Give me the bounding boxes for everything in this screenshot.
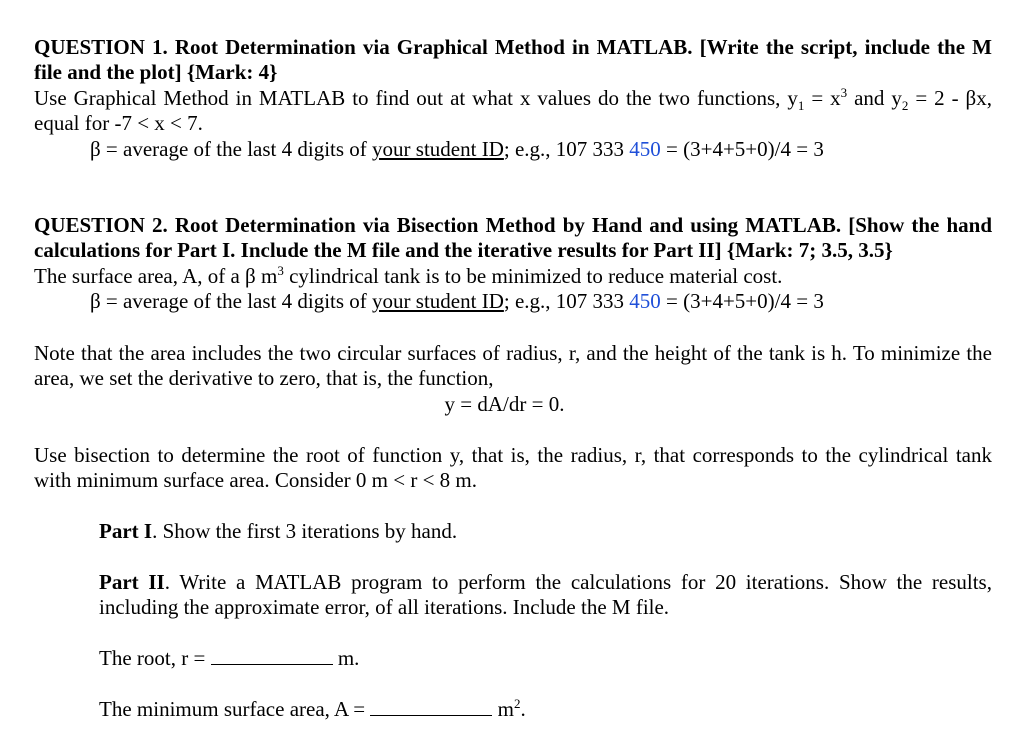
- q1-heading-line1: QUESTION 1. Root Determination via Graphical Method in MATLAB. [Write the script, include the M: [34, 35, 992, 59]
- q2-part2-line2: including the approximate error, of all iterations. Include the M file.: [99, 595, 670, 619]
- student-id-underline: your student ID: [372, 137, 504, 161]
- q2-tank-line: The surface area, A, of a β $m^3$ cylindrical tank is to be minimized to reduce material cost.: [34, 263, 783, 288]
- q2-equation: y = dA/dr = 0.: [444, 392, 565, 416]
- q2-heading-line1: QUESTION 2. Root Determination via Bisection Method by Hand and using MATLAB. [Show the hand: [34, 213, 992, 237]
- q1-body-line2: equal for -7 < x < 7.: [34, 111, 203, 135]
- q2-root-answer: The root, r = m.: [99, 646, 360, 670]
- q2-part2-line1: Part II. Write a MATLAB program to perform the calculations for 20 iterations. Show the results,: [99, 570, 992, 594]
- area-answer-blank[interactable]: [370, 697, 492, 716]
- student-id-underline: your student ID: [372, 289, 504, 313]
- q2-note-line1: Note that the area includes the two circular surfaces of radius, r, and the height of the tank is h. To minimize the: [34, 341, 992, 365]
- q2-note-line2: area, we set the derivative to zero, that is, the function,: [34, 366, 494, 390]
- q2-heading-line2: calculations for Part I. Include the M file and the iterative results for Part II] {Mark: 7; 3.5, 3.5}: [34, 238, 893, 262]
- root-answer-blank[interactable]: [211, 646, 333, 665]
- q2-beta-definition: β = average of the last 4 digits of your student ID; e.g., 107 333 450 = (3+4+5+0)/4 = 3: [90, 289, 824, 313]
- q1-beta-definition: β = average of the last 4 digits of your student ID; e.g., 107 333 450 = (3+4+5+0)/4 = 3: [90, 137, 824, 161]
- q2-bisection-line2: with minimum surface area. Consider 0 m < r < 8 m.: [34, 468, 478, 492]
- q2-part1: Part I. Show the first 3 iterations by hand.: [99, 519, 458, 543]
- q1-heading-line2: file and the plot] {Mark: 4}: [34, 60, 278, 84]
- q2-area-answer: The minimum surface area, $A = m^2$.: [99, 696, 526, 721]
- q2-bisection-line1: Use bisection to determine the root of function y, that is, the radius, r, that corresponds to the cylindrical tank: [34, 443, 992, 467]
- q1-body-line1: Use Graphical Method in MATLAB to find out at what x values do the two functions, $y_1 = x^3$ and $y_2 = 2 - \beta x$,: [34, 85, 992, 114]
